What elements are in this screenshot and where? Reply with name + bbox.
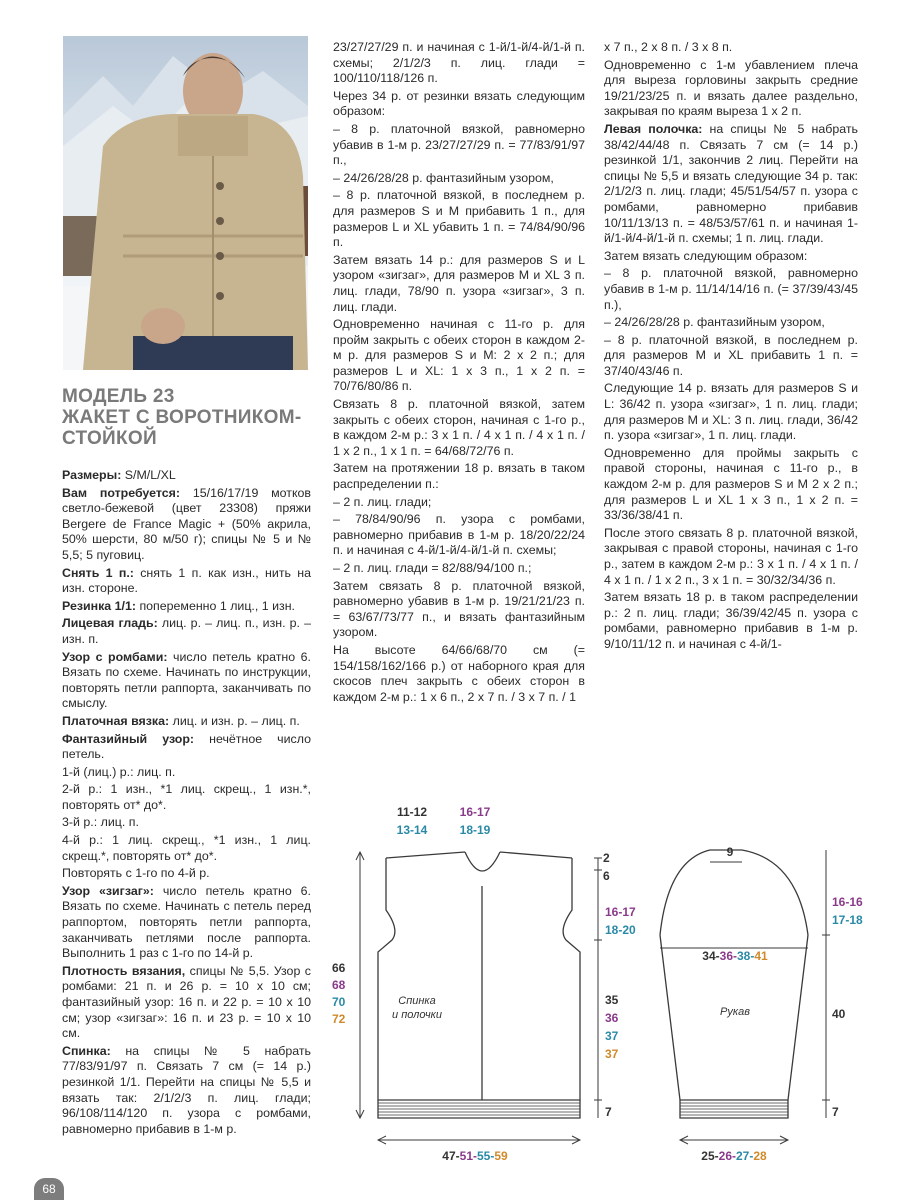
paragraph: [604, 40, 858, 56]
paragraph-text: – 8 р. платочной вязкой, в последнем р. для размеров M и XL прибавить 1 п. = 37/40/43/46 п.: [604, 332, 858, 378]
top-a-label: 13-14: [396, 823, 428, 837]
column-3-text: [604, 40, 858, 655]
paragraph: Затем вязать 14 р.: для размеров S и L узором «зигзаг», для размеров M и XL 3 п. лиц. глади, 78/90 п. узора «зигзаг», 3 п. лиц. глади.: [333, 252, 585, 314]
sleeve-width-label: 34-36-38-41: [702, 949, 768, 963]
rib-stripes: [378, 1103, 788, 1115]
paragraph-text: S/M/L/XL: [121, 468, 176, 482]
paragraph-term: Фантазийный узор:: [62, 731, 195, 746]
paragraph: [604, 590, 858, 652]
paragraph-text: х 7 п., 2 х 8 п. / 3 х 8 п.: [604, 40, 733, 54]
right-low-label: 37: [605, 1029, 619, 1043]
paragraph-text: снять 1 п. как изн., нить на изн. стороне.: [62, 565, 311, 596]
sleeve-bottom-label: 25-26-27-28: [701, 1149, 767, 1163]
paragraph: На высоте 64/66/68/70 см (= 154/158/162/166 р.) от наборного края для скосов плеч закрыть с обеих сторон в каждом 2-м р.: 1 х 6 п., 2 х 7 п. / 3 х 7 п. / 1: [333, 642, 585, 704]
paragraph-text: Затем вязать 18 р. в таком распределении р.: 2 п. лиц. глади; 36/39/42/45 п. узора с ромбами, равномерно прибавив в 1-м р. 9/10/11/12 п. и начиная с 4-й/1-: [604, 590, 858, 651]
page-number: 68: [34, 1178, 64, 1200]
paragraph: [604, 381, 858, 443]
sleeve-top-label: 9: [726, 845, 734, 859]
paragraph-text: на спицы № 5 набрать 77/83/91/97 п. Связать 7 см (= 14 р.) резинкой 1/1. Перейти на спицы № 5,5 и вязать так: 2/1/2/3 п. лиц. глади; 96/108/114/120 п. узора с ромбами, равномерно прибавив в 1-м р.: [62, 1043, 311, 1136]
paragraph-term: Лицевая гладь:: [62, 616, 158, 631]
paragraph: [62, 566, 311, 597]
paragraph: [62, 732, 311, 763]
paragraph: [62, 884, 311, 962]
top-b-label: 16-17: [459, 805, 491, 819]
paragraph-text: Затем вязать следующим образом:: [604, 248, 808, 263]
top-a-label: 11-12: [396, 805, 428, 819]
paragraph: – 8 р. платочной вязкой, в последнем р. для размеров S и M прибавить 1 п., для размеров L и XL убавить 1 п. = 74/84/90/96 п.: [333, 188, 585, 250]
paragraph: [62, 616, 311, 647]
paragraph-text: лиц. и изн. р. – лиц. п.: [169, 713, 300, 728]
paragraph-term: Размеры:: [62, 468, 122, 482]
paragraph: [604, 266, 858, 313]
paragraph: Затем на протяжении 18 р. вязать в таком распределении п.:: [333, 461, 585, 492]
paragraph: – 24/26/28/28 р. фантазийным узором,: [333, 170, 554, 185]
paragraph: 23/27/27/29 п. и начиная с 1-й/1-й/4-й/1-й п. схемы; 2/1/2/3 п. лиц. глади = 100/110/118/126 п.: [333, 40, 585, 86]
sleeve-cap-label: 17-18: [832, 913, 863, 927]
paragraph-text: Одновременно с 1-м убавлением плеча для выреза горловины закрыть средние 19/21/23/25 п. и вязать далее раздельно, закрывая по краям выреза 1 х 2 п.: [604, 57, 858, 119]
paragraph: [604, 315, 858, 331]
paragraph: [604, 526, 858, 588]
sleeve-cap-label: 16-16: [832, 895, 863, 909]
paragraph: [62, 833, 311, 864]
left-height-label: 70: [332, 995, 346, 1009]
paragraph: – 2 п. лиц. глади;: [333, 494, 432, 509]
top-b-label: 18-19: [459, 823, 491, 837]
body-outline: [378, 850, 808, 1118]
paragraph-term: Спинка:: [62, 1043, 111, 1058]
paragraph-text: спицы № 5,5. Узор с ромбами: 21 п. и 26 р. = 10 х 10 см; фантазийный узор: 16 п. и 22 р. = 10 х 10 см; узор «зигзаг»: 16 п. и 23 р. = 10 х 10 см.: [62, 963, 311, 1041]
paragraph: [62, 714, 311, 730]
paragraph: [62, 599, 311, 615]
paragraph: [62, 650, 311, 712]
model-heading: [62, 386, 312, 449]
paragraph: [62, 1044, 311, 1138]
paragraph-text: 2-й р.: 1 изн., *1 лиц. скрещ., 1 изн.*, повторять от* до*.: [62, 782, 311, 812]
paragraph-term: Узор с ромбами:: [62, 649, 168, 664]
paragraph-term: Узор «зигзаг»:: [62, 883, 154, 898]
paragraph: – 2 п. лиц. глади = 82/88/94/100 п.;: [333, 561, 532, 575]
paragraph: [62, 468, 311, 484]
heading-line-1: МОДЕЛЬ 23: [62, 386, 175, 407]
paragraph-text: – 8 р. платочной вязкой, равномерно убавив в 1-м р. 11/14/14/16 п. (= 37/39/43/45 п.),: [604, 266, 858, 312]
paragraph: [62, 765, 311, 781]
paragraph-text: число петель кратно 6. Вязать по схеме. Начинать с петель перед раппортом, повторять петли раппорта, заканчивать петлями после раппорта. Выполнить 1 раз с 1-го по 14-й р.: [62, 883, 311, 961]
right-mid-label: 18-20: [605, 923, 636, 937]
body-panel-label: Спинка: [398, 995, 436, 1007]
body-panel-label: и полочки: [392, 1009, 442, 1021]
heading-line-3: СТОЙКОЙ: [62, 428, 157, 449]
paragraph-text: нечётное число петель.: [62, 731, 312, 762]
paragraph: Затем связать 8 р. платочной вязкой, равномерно убавив в 1-м р. 19/21/21/23 п. = 63/67/73/77 п., и вязать фантазийным узором.: [333, 578, 585, 640]
sleeve-rib-label: 7: [832, 1105, 839, 1119]
paragraph-text: 3-й р.: лиц. п.: [62, 815, 139, 830]
model-photo-art: [63, 36, 308, 370]
bottom-body-label: 47-51-55-59: [442, 1149, 508, 1163]
schematic-diagram: [330, 800, 870, 1175]
paragraph-text: Одновременно для проймы закрыть с правой стороны, начиная с 11-го р., в каждом 2-м р. для размеров S и M 2 х 2 п.; для размеров L и XL 1 х 3 п., 1 х 2 п. = 33/36/38/41 п.: [604, 445, 858, 523]
paragraph-text: Следующие 14 р. вязать для размеров S и L: 36/42 п. узора «зигзаг», 1 п. лиц. глади; для размеров M и XL: 3 п. лиц. глади, 36/42 п. узора «зигзаг», 1 п. лиц. глади.: [604, 381, 858, 443]
paragraph: Через 34 р. от резинки вязать следующим образом:: [333, 88, 585, 119]
column-1-text: [62, 468, 311, 1139]
paragraph-term: Вам потребуется:: [62, 485, 181, 500]
paragraph-text: попеременно 1 лиц., 1 изн.: [136, 598, 295, 613]
paragraph-text: 4-й р.: 1 лиц. скрещ., *1 изн., 1 лиц. скрещ.*, повторять от* до*.: [62, 833, 311, 863]
left-height-label: 66: [332, 961, 346, 975]
right-mid-label: 16-17: [605, 905, 636, 919]
paragraph: [62, 815, 311, 831]
paragraph-text: число петель кратно 6. Вязать по схеме. Начинать по инструкции, повторять петли раппорта, заканчивать по смыслу.: [62, 649, 311, 711]
paragraph-term: Левая полочка:: [604, 121, 703, 136]
paragraph-text: 15/16/17/19 мотков светло-бежевой (цвет 23308) пряжи Bergere de France Magic + (50% акрила, 50% шерсти, 80 м/50 г); спицы № 5 и № 5,5; 5 пуговиц.: [62, 485, 312, 562]
paragraph: [604, 446, 858, 524]
paragraph: [604, 122, 858, 247]
paragraph: Одновременно начиная с 11-го р. для пройм закрыть с обеих сторон в каждом 2-м р. для размеров S и M: 2 х 2 п.; для размеров L и XL: 1 х 3 п., 1 х 2 п. = 70/76/80/86 п.: [333, 317, 585, 394]
paragraph-text: – 24/26/28/28 р. фантазийным узором,: [604, 315, 825, 330]
paragraph-term: Платочная вязка:: [62, 713, 170, 728]
paragraph-text: После этого связать 8 р. платочной вязкой, закрывая с правой стороны, начиная с 1-го р., затем в каждом 2-м р.: 3 х 1 п. / 4 х 1 п. / 4 х 1 п. / 1 х 2 п., 3 х 1 п. = 30/32/34/36 п.: [604, 525, 858, 587]
paragraph: [62, 964, 311, 1042]
paragraph: [604, 333, 858, 380]
right-low-label: 37: [605, 1047, 619, 1061]
right-low-label: 35: [605, 993, 619, 1007]
paragraph: [62, 782, 311, 813]
sleeve-panel-label: Рукав: [720, 1006, 750, 1018]
paragraph-text: Повторять с 1-го по 4-й р.: [62, 866, 210, 881]
paragraph: Связать 8 р. платочной вязкой, затем закрыть с обеих сторон, начиная с 1-го р., в каждом 2-м р.: 3 х 1 п. / 4 х 1 п. / 4 х 1 п. / 1 х 2 п., 1 х 1 п. = 64/68/72/76 п.: [333, 397, 585, 458]
paragraph-term: Плотность вязания,: [62, 963, 186, 978]
model-photo: [63, 36, 308, 370]
sleeve-length-label: 40: [832, 1007, 846, 1021]
left-height-label: 68: [332, 978, 346, 992]
right-small-label: 2: [603, 851, 610, 865]
paragraph: [62, 866, 311, 882]
heading-line-2: ЖАКЕТ С ВОРОТНИКОМ-: [62, 407, 302, 428]
paragraph-text: 1-й (лиц.) р.: лиц. п.: [62, 764, 176, 779]
left-height-label: 72: [332, 1012, 346, 1026]
column-2-text: [333, 40, 585, 707]
right-small-label: 6: [603, 869, 610, 883]
paragraph: [62, 486, 311, 564]
paragraph-text: на спицы № 5 набрать 38/42/44/48 п. Связать 7 см (= 14 р.) резинкой 1/1, закончив 2 лиц. Перейти на спицы № 5,5 и вязать следующие 34 р. так: 2/1/2/3 п. лиц. глади; 45/51/54/57 п. узора с ромбами, равномерно прибавив 10/11/13/13 п. = 48/53/57/61 п. и начиная 1-й/1-й/4-й/1-й п. схемы; 1 п. лиц. глади.: [604, 121, 858, 246]
paragraph: – 78/84/90/96 п. узора с ромбами, равномерно прибавив в 1-м р. 18/20/22/24 п. и начиная с 4-й/1-й/4-й/1-й п. схемы;: [333, 512, 585, 558]
paragraph: [604, 249, 858, 265]
right-low-label: 36: [605, 1011, 619, 1025]
paragraph-term: Снять 1 п.:: [62, 565, 134, 580]
rib-label: 7: [605, 1105, 612, 1119]
paragraph: [604, 58, 858, 120]
paragraph: – 8 р. платочной вязкой, равномерно убавив в 1-м р. 23/27/27/29 п. = 77/83/91/97 п.,: [333, 121, 585, 168]
paragraph-term: Резинка 1/1:: [62, 598, 136, 613]
paragraph-text: лиц. р. – лиц. п., изн. р. – изн. п.: [62, 616, 312, 646]
